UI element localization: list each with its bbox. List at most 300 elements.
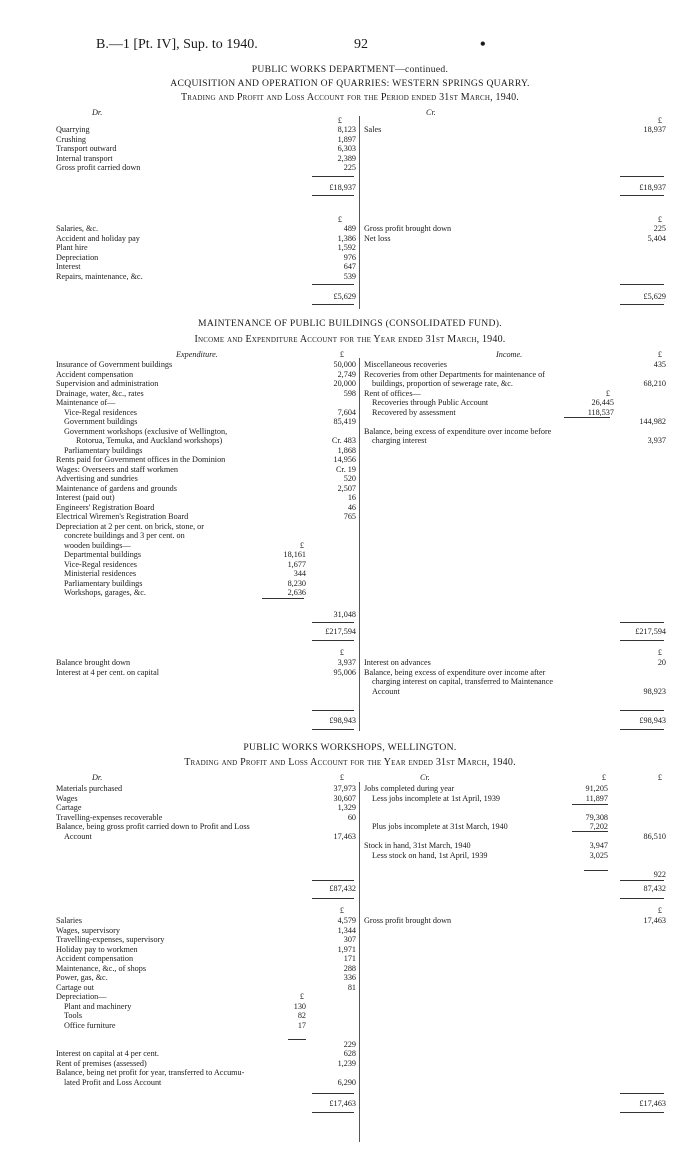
table-row	[56, 926, 356, 936]
amount-cell: 3,025	[589, 850, 608, 860]
label-cell: Engineers' Registration Board	[56, 502, 155, 512]
quarry-title: ACQUISITION AND OPERATION OF QUARRIES: WESTERN SPRINGS QUARRY.	[170, 78, 530, 89]
amount-cell: 14,956	[333, 455, 356, 464]
label-cell: Tools	[64, 1011, 83, 1020]
amount-cell: 1,677	[287, 559, 306, 569]
rule	[620, 304, 664, 305]
table-row	[364, 224, 666, 234]
rule	[312, 622, 354, 623]
table-row	[364, 398, 666, 408]
rule	[312, 284, 354, 285]
table-row	[56, 493, 356, 503]
amount-cell: 8,123	[337, 125, 356, 134]
amount-cell: 598	[343, 388, 356, 398]
table-row	[56, 1011, 356, 1021]
label-cell: buildings, proportion of sewerage rate, &c.	[372, 379, 513, 388]
table-row	[364, 436, 666, 446]
workshop-trading-credits	[364, 784, 666, 879]
table-row	[364, 677, 666, 687]
table-row	[56, 163, 356, 173]
table-row	[364, 870, 666, 880]
label-cell: Government buildings	[64, 417, 138, 426]
label-cell: Office furniture	[64, 1020, 116, 1030]
label-cell: Balance brought down	[56, 658, 131, 667]
table-row	[56, 916, 356, 926]
label-cell: Crushing	[56, 134, 87, 144]
label-cell: Interest (paid out)	[56, 493, 115, 502]
pound-heading: £	[339, 773, 344, 782]
label-cell: Advertising and sundries	[56, 474, 138, 483]
label-cell: Recoveries from other Departments for maintenance of	[364, 369, 545, 379]
label-cell: Insurance of Government buildings	[56, 360, 173, 369]
expenditure-heading: Expenditure.	[176, 350, 218, 359]
income-total: £217,594	[635, 627, 666, 636]
amount-cell: 288	[343, 963, 356, 973]
amount-cell: 46	[347, 502, 356, 512]
amount-cell: 7,604	[337, 407, 356, 417]
table-row	[56, 484, 356, 494]
amount-cell: 17,463	[333, 831, 356, 841]
table-row	[56, 992, 356, 1002]
margin-mark: •	[480, 36, 486, 53]
page-number: 92	[354, 37, 368, 52]
label-cell: Cartage	[56, 803, 82, 812]
table-row	[56, 144, 356, 154]
department-heading: PUBLIC WORKS DEPARTMENT—continued.	[251, 64, 449, 75]
amount-cell: 1,386	[337, 233, 356, 243]
trading-total-right: £18,937	[639, 183, 666, 192]
label-cell: Travelling-expenses recoverable	[56, 812, 163, 822]
amount-cell: 20	[657, 658, 666, 667]
workshop-pl-debits	[56, 916, 356, 1087]
label-cell: Wages: Overseers and staff workmen	[56, 464, 178, 474]
label-cell: Vice-Regal residences	[64, 559, 137, 569]
table-row	[364, 389, 666, 399]
rule	[312, 729, 354, 730]
table-row	[364, 832, 666, 842]
table-row	[56, 832, 356, 842]
amount-cell: 2,749	[337, 369, 356, 379]
amount-cell: 16	[347, 493, 356, 502]
table-row	[56, 935, 356, 945]
label-cell: Materials purchased	[56, 784, 123, 793]
pound-heading: £	[339, 906, 344, 915]
quarry-pl-debits	[56, 224, 356, 281]
workshop-pl-total-left: £17,463	[329, 1099, 356, 1108]
table-row	[364, 916, 666, 926]
table-row	[56, 569, 356, 579]
table-row	[56, 417, 356, 427]
depreciation-total: 31,048	[333, 610, 356, 619]
amount-cell: 3,937	[337, 658, 356, 667]
amount-cell: 976	[343, 252, 356, 262]
amount-cell: 3,937	[647, 436, 666, 445]
rule	[312, 176, 354, 177]
rule	[620, 710, 664, 711]
label-cell: Account	[372, 686, 400, 696]
table-row	[56, 945, 356, 955]
label-cell: Ministerial residences	[64, 569, 137, 578]
amount-cell: Cr. 19	[335, 464, 356, 474]
table-row	[364, 125, 666, 135]
running-header	[96, 37, 660, 57]
table-row	[56, 436, 356, 446]
label-cell: Rent of premises (assessed)	[56, 1058, 147, 1068]
table-row	[364, 379, 666, 389]
balance-total-right: £98,943	[639, 716, 666, 725]
amount-cell: 37,973	[333, 784, 356, 793]
label-cell: Miscellaneous recoveries	[364, 360, 447, 369]
label-cell: Interest on advances	[364, 658, 431, 667]
table-row	[56, 512, 356, 522]
rule	[620, 1112, 664, 1113]
workshops-title: PUBLIC WORKS WORKSHOPS, WELLINGTON.	[243, 742, 457, 753]
table-row	[56, 813, 356, 823]
table-row	[364, 841, 666, 851]
table-row	[56, 253, 356, 263]
label-cell: Rotorua, Temuka, and Auckland workshops)	[76, 436, 223, 445]
amount-cell: 11,897	[585, 793, 608, 803]
table-row	[56, 272, 356, 282]
table-row	[364, 417, 666, 427]
expenditure-list	[56, 360, 356, 598]
table-row	[56, 135, 356, 145]
amount-cell: 1,592	[337, 243, 356, 252]
pound-heading: £	[657, 350, 662, 359]
amount-cell: 628	[343, 1049, 356, 1058]
label-cell: Depreciation—	[56, 992, 107, 1001]
label-cell: Depreciation at 2 per cent. on brick, stone, or	[56, 521, 205, 531]
table-row	[56, 224, 356, 234]
label-cell: Plant hire	[56, 243, 88, 252]
table-row	[364, 668, 666, 678]
label-cell: lated Profit and Loss Account	[64, 1077, 162, 1087]
pound-heading: £	[657, 773, 662, 782]
dr-heading: Dr.	[92, 773, 103, 782]
amount-cell: 307	[343, 935, 356, 944]
rule	[620, 176, 664, 177]
amount-cell: 2,389	[337, 153, 356, 163]
rule	[620, 880, 664, 881]
table-row	[56, 1021, 356, 1031]
label-cell: Plant and machinery	[64, 1001, 132, 1011]
pound-heading: £	[339, 350, 344, 359]
table-row	[56, 503, 356, 513]
table-row	[364, 860, 666, 870]
table-row	[56, 1030, 356, 1040]
amount-cell: £	[299, 992, 304, 1001]
table-row	[56, 370, 356, 380]
rule	[620, 284, 664, 285]
amount-cell: Cr. 483	[331, 436, 356, 445]
label-cell: Gross profit brought down	[364, 224, 452, 233]
label-cell: Maintenance of—	[56, 398, 116, 407]
table-row	[56, 983, 356, 993]
rule	[620, 729, 664, 730]
label-cell: Recovered by assessment	[372, 407, 456, 417]
table-row	[56, 1040, 356, 1050]
table-row	[56, 455, 356, 465]
table-row	[56, 550, 356, 560]
label-cell: Balance, being excess of expenditure over income before	[364, 426, 552, 436]
label-cell: Balance, being net profit for year, transferred to Accumu-	[56, 1068, 245, 1077]
label-cell: Interest at 4 per cent. on capital	[56, 667, 159, 677]
label-cell: Recoveries through Public Account	[372, 398, 489, 407]
amount-cell: 6,303	[337, 144, 356, 153]
label-cell: Wages	[56, 793, 78, 803]
label-cell: Parliamentary buildings	[64, 578, 143, 588]
table-row	[364, 658, 666, 668]
label-cell: Balance, being excess of expenditure over income after	[364, 667, 546, 677]
table-row	[56, 465, 356, 475]
document-reference: B.—1 [Pt. IV], Sup. to 1940.	[96, 37, 258, 52]
amount-cell: 85,419	[333, 417, 356, 426]
rule	[620, 898, 664, 899]
label-cell: Internal transport	[56, 153, 113, 163]
rule	[620, 195, 664, 196]
label-cell: Account	[64, 831, 92, 841]
amount-cell: 2,636	[287, 588, 306, 597]
table-row	[364, 794, 666, 804]
rule	[312, 640, 354, 641]
pound-heading: £	[337, 215, 342, 224]
rule	[312, 710, 354, 711]
rule	[312, 898, 354, 899]
rule	[572, 804, 608, 805]
table-row	[364, 813, 666, 823]
table-row	[56, 262, 356, 272]
amount-cell: 225	[653, 224, 666, 233]
amount-cell: 91,205	[585, 784, 608, 793]
label-cell: Less stock on hand, 1st April, 1939	[372, 850, 488, 860]
amount-cell: 81	[347, 982, 356, 992]
amount-cell: 20,000	[333, 379, 356, 388]
pound-heading: £	[601, 773, 606, 782]
amount-cell: 1,971	[337, 944, 356, 954]
balance-right	[364, 658, 666, 696]
amount-cell: £	[605, 388, 610, 398]
label-cell: Wages, supervisory	[56, 925, 120, 935]
amount-cell: 435	[653, 360, 666, 369]
quarry-pl-credits	[364, 224, 666, 243]
amount-cell: 50,000	[333, 360, 356, 369]
rule	[312, 195, 354, 196]
quarry-trading-credits	[364, 125, 666, 135]
column-divider	[359, 782, 360, 1142]
table-row	[56, 794, 356, 804]
label-cell: Depreciation	[56, 252, 99, 262]
amount-cell: 539	[343, 271, 356, 281]
amount-cell: 144,982	[639, 417, 666, 426]
label-cell: Repairs, maintenance, &c.	[56, 271, 143, 281]
table-row	[56, 973, 356, 983]
table-row	[364, 687, 666, 697]
amount-cell: 68,210	[643, 379, 666, 388]
label-cell: Maintenance of gardens and grounds	[56, 483, 177, 493]
amount-cell: 2,507	[337, 483, 356, 493]
label-cell: Government workshops (exclusive of Wellington,	[64, 426, 228, 436]
label-cell: Transport outward	[56, 144, 117, 153]
income-heading: Income.	[496, 350, 523, 359]
label-cell: Balance, being gross profit carried down to Profit and Loss	[56, 822, 250, 831]
label-cell: Net loss	[364, 233, 391, 243]
label-cell: Quarrying	[56, 125, 90, 134]
amount-cell: 118,537	[587, 407, 614, 417]
trading-total-left: £18,937	[329, 183, 356, 192]
amount-cell: 336	[343, 973, 356, 982]
balance-total-left: £98,943	[329, 716, 356, 725]
amount-cell: 98,923	[643, 686, 666, 696]
label-cell: Workshops, garages, &c.	[64, 588, 146, 597]
table-row	[364, 851, 666, 861]
table-row	[56, 408, 356, 418]
table-row	[56, 822, 356, 832]
amount-cell: 17	[297, 1020, 306, 1030]
quarry-trading-debits	[56, 125, 356, 173]
label-cell: Accident compensation	[56, 954, 134, 963]
pound-heading: £	[657, 116, 662, 125]
table-row	[56, 125, 356, 135]
cr-heading: Cr.	[426, 108, 436, 117]
amount-cell: 489	[343, 224, 356, 233]
amount-cell: 17,463	[643, 916, 666, 925]
label-cell: Drainage, water, &c., rates	[56, 388, 144, 398]
amount-cell: 3,947	[589, 841, 608, 850]
table-row	[56, 360, 356, 370]
table-row	[364, 427, 666, 437]
workshop-trading-debits	[56, 784, 356, 841]
table-row	[56, 1049, 356, 1059]
amount-cell: 1,239	[337, 1058, 356, 1068]
amount-cell: 95,006	[333, 667, 356, 677]
table-row	[56, 1078, 356, 1088]
label-cell: Vice-Regal residences	[64, 407, 137, 417]
rule	[312, 304, 354, 305]
amount-cell: 922	[653, 869, 666, 879]
table-row	[56, 579, 356, 589]
amount-cell: 344	[293, 569, 306, 578]
table-row	[364, 784, 666, 794]
amount-cell: 8,230	[287, 578, 306, 588]
amount-cell: £	[299, 540, 304, 550]
amount-cell: 86,510	[643, 831, 666, 841]
maintenance-subtitle: Income and Expenditure Account for the Year ended 31st March, 1940.	[194, 334, 506, 345]
rule	[564, 417, 610, 418]
table-row	[364, 360, 666, 370]
table-row	[56, 474, 356, 484]
pound-heading: £	[337, 116, 342, 125]
workshop-trading-total-right: 87,432	[643, 884, 666, 893]
pl-total-right: £5,629	[643, 292, 666, 301]
table-row	[56, 588, 356, 598]
pound-heading: £	[657, 215, 662, 224]
label-cell: Cartage out	[56, 982, 94, 992]
column-divider	[359, 358, 360, 731]
amount-cell: 130	[293, 1001, 306, 1011]
amount-cell: 647	[343, 262, 356, 271]
label-cell: Salaries, &c.	[56, 224, 99, 233]
label-cell: Plus jobs incomplete at 31st March, 1940	[372, 822, 508, 831]
label-cell: Salaries	[56, 916, 82, 925]
table-row	[56, 964, 356, 974]
workshop-pl-credits	[364, 916, 666, 926]
table-row	[56, 446, 356, 456]
label-cell: Sales	[364, 125, 382, 134]
table-row	[56, 379, 356, 389]
table-row	[56, 1059, 356, 1069]
cr-heading: Cr.	[420, 773, 430, 782]
income-list	[364, 360, 666, 446]
amount-cell: 30,607	[333, 793, 356, 803]
rule	[620, 1093, 664, 1094]
rule	[572, 831, 608, 832]
table-row	[56, 560, 356, 570]
table-row	[364, 370, 666, 380]
amount-cell: 18,161	[283, 550, 306, 559]
amount-cell: 1,344	[337, 925, 356, 935]
amount-cell: 765	[343, 512, 356, 521]
label-cell: Gross profit carried down	[56, 163, 141, 172]
amount-cell: 79,308	[585, 812, 608, 822]
workshop-trading-total-left: £87,432	[329, 884, 356, 893]
table-row	[56, 389, 356, 399]
label-cell: Rent of offices—	[364, 388, 421, 398]
table-row	[364, 408, 666, 418]
rule	[620, 640, 664, 641]
label-cell: Holiday pay to workmen	[56, 944, 138, 954]
label-cell: charging interest on capital, transferred to Maintenance	[372, 677, 554, 686]
label-cell: Electrical Wiremen's Registration Board	[56, 512, 189, 521]
label-cell: Accident and holiday pay	[56, 233, 140, 243]
amount-cell: 5,404	[647, 233, 666, 243]
workshop-pl-total-right: £17,463	[639, 1099, 666, 1108]
table-row	[56, 803, 356, 813]
pound-heading: £	[657, 648, 662, 657]
label-cell: Rents paid for Government offices in the Dominion	[56, 455, 226, 464]
amount-cell: 1,868	[337, 445, 356, 455]
rule	[620, 622, 664, 623]
amount-cell: 1,897	[337, 134, 356, 144]
amount-cell: 18,937	[643, 125, 666, 134]
table-row	[56, 541, 356, 551]
label-cell: Stock in hand, 31st March, 1940	[364, 841, 471, 850]
amount-cell: 4,579	[337, 916, 356, 925]
table-row	[56, 522, 356, 532]
table-row	[56, 668, 356, 678]
amount-cell: 82	[297, 1011, 306, 1020]
label-cell: Accident compensation	[56, 369, 134, 379]
amount-cell: 225	[343, 163, 356, 172]
table-row	[364, 822, 666, 832]
label-cell: charging interest	[372, 436, 427, 445]
pl-total-left: £5,629	[333, 292, 356, 301]
rule	[288, 1039, 306, 1040]
table-row	[56, 398, 356, 408]
amount-cell: 6,290	[337, 1077, 356, 1087]
table-row	[56, 954, 356, 964]
table-row	[364, 234, 666, 244]
maintenance-title: MAINTENANCE OF PUBLIC BUILDINGS (CONSOLIDATED FUND).	[198, 318, 502, 329]
amount-cell: 60	[347, 812, 356, 822]
table-row	[56, 234, 356, 244]
table-row	[56, 531, 356, 541]
table-row	[56, 427, 356, 437]
rule	[584, 870, 608, 871]
label-cell: Jobs completed during year	[364, 784, 455, 793]
rule	[312, 1112, 354, 1113]
label-cell: Interest on capital at 4 per cent.	[56, 1049, 159, 1058]
amount-cell: 171	[343, 954, 356, 963]
